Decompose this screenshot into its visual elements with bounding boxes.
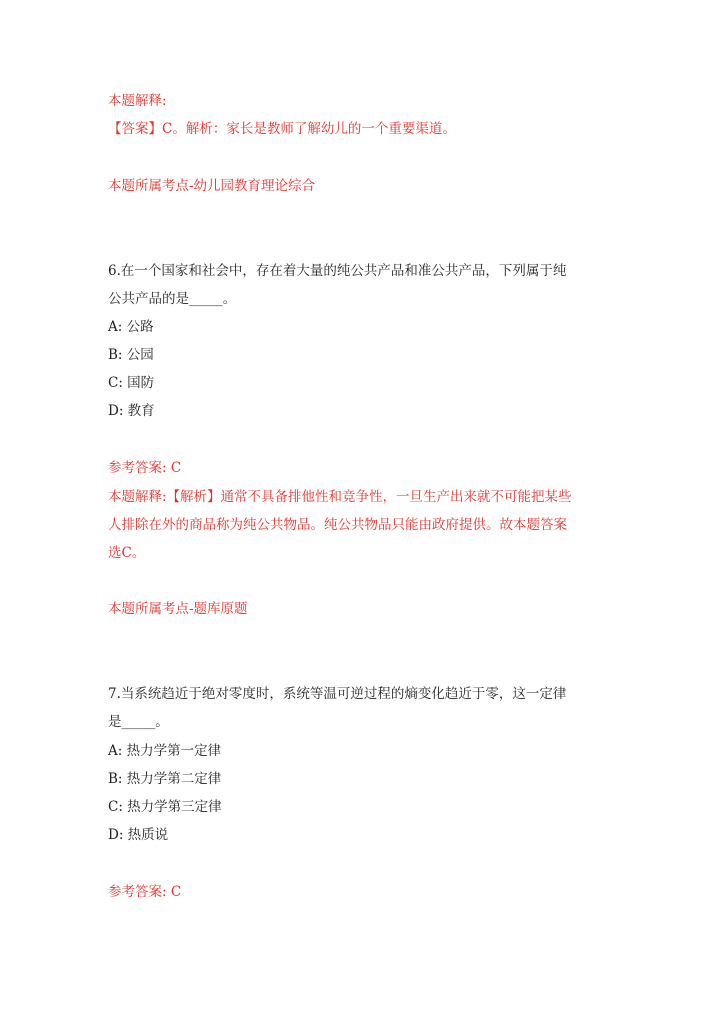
question-7-stem-line-1: 7.当系统趋近于绝对零度时，系统等温可逆过程的熵变化趋近于零，这一定律 <box>108 686 567 702</box>
question-6-topic: 本题所属考点-题库原题 <box>108 601 248 617</box>
question-6-stem-line-2: 公共产品的是_____。 <box>108 291 237 307</box>
question-6-answer: 参考答案: C <box>108 460 182 476</box>
answer-explanation-line: 【答案】C。解析：家长是教师了解幼儿的一个重要渠道。 <box>108 121 456 137</box>
question-6-stem-line-1: 6.在一个国家和社会中，存在着大量的纯公共产品和准公共产品，下列属于纯 <box>108 263 567 279</box>
topic-line: 本题所属考点-幼儿园教育理论综合 <box>108 178 316 194</box>
question-6-option-b: B: 公园 <box>108 347 154 363</box>
question-7-stem-line-2: 是_____。 <box>108 714 169 730</box>
question-7-option-d: D: 热质说 <box>108 827 169 843</box>
question-7-option-b: B: 热力学第二定律 <box>108 771 222 787</box>
question-6-option-a: A: 公路 <box>108 319 154 335</box>
question-6-option-c: C: 国防 <box>108 375 155 391</box>
question-6-option-d: D: 教育 <box>108 403 155 419</box>
question-7-option-a: A: 热力学第一定律 <box>108 743 222 759</box>
question-6-explanation-line-3: 选C。 <box>108 545 146 561</box>
question-6-explanation-line-1: 本题解释:【解析】通常不具备排他性和竞争性，一旦生产出来就不可能把某些 <box>108 489 572 505</box>
question-7-answer: 参考答案: C <box>108 884 182 900</box>
question-6-explanation-line-2: 人排除在外的商品称为纯公共物品。纯公共物品只能由政府提供。故本题答案 <box>108 517 567 533</box>
question-7-option-c: C: 热力学第三定律 <box>108 799 222 815</box>
explanation-heading: 本题解释: <box>108 93 167 109</box>
